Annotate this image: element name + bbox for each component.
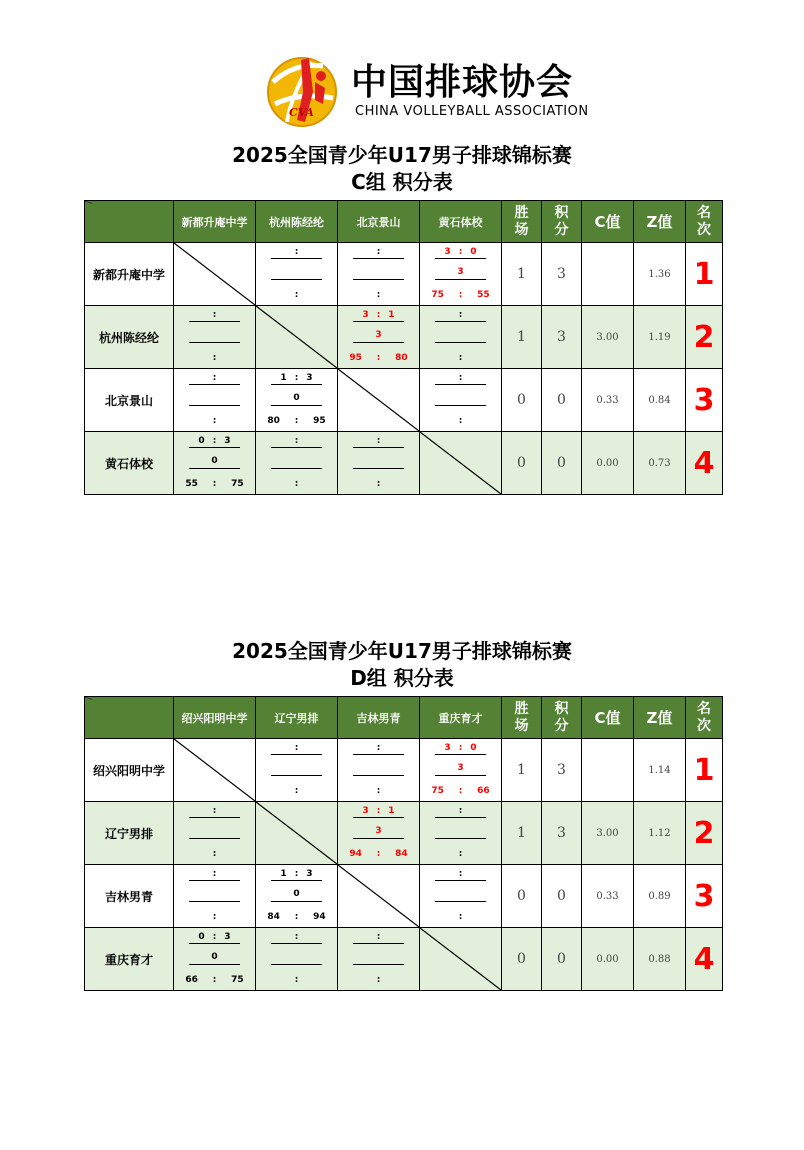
self-match-diagonal-cell	[420, 928, 502, 991]
c-value: 3.00	[582, 802, 634, 865]
team-name: 黄石体校	[85, 432, 174, 495]
score-separator: :	[376, 806, 381, 816]
match-points	[353, 951, 405, 965]
points-separator: :	[294, 416, 299, 426]
score-separator: :	[294, 869, 299, 879]
z-value: 0.73	[634, 432, 686, 495]
match-result-cell	[256, 369, 338, 432]
total-points-away: 75	[231, 479, 244, 489]
total-points	[174, 973, 255, 987]
column-header-c-value	[582, 201, 634, 243]
wins-value: 0	[502, 432, 542, 495]
match-result-cell	[420, 306, 502, 369]
match-result-cell	[174, 306, 256, 369]
total-points	[256, 784, 337, 798]
match-points: 3	[435, 762, 487, 776]
match-result-cell	[174, 432, 256, 495]
match-result-cell	[420, 802, 502, 865]
group-c-subtitle: C组 积分表	[351, 170, 453, 194]
rank-value: 1	[686, 739, 723, 802]
column-header-points-text: 积 分	[554, 700, 569, 734]
set-score-away: 3	[224, 436, 231, 446]
total-points	[420, 847, 501, 861]
score-separator: :	[458, 310, 463, 320]
rank-value: 1	[686, 243, 723, 306]
team-row	[85, 306, 723, 369]
match-result-cell	[338, 306, 420, 369]
points-separator: :	[212, 416, 217, 426]
total-points	[256, 910, 337, 924]
score-separator: :	[212, 373, 217, 383]
points-value: 3	[542, 802, 582, 865]
wins-value: 1	[502, 306, 542, 369]
score-separator: :	[458, 247, 463, 257]
total-points-away: 80	[395, 353, 408, 363]
column-header-z-value-text: Z值	[646, 709, 673, 727]
column-header-team: 辽宁男排	[256, 697, 338, 739]
total-points-home: 94	[349, 849, 362, 859]
set-score-away: 1	[388, 806, 395, 816]
header-row	[85, 201, 723, 243]
set-score	[271, 868, 323, 881]
set-score-away: 1	[388, 310, 395, 320]
set-score	[189, 435, 241, 448]
points-value: 3	[542, 243, 582, 306]
score-separator: :	[212, 932, 217, 942]
score-separator: :	[376, 932, 381, 942]
group-d-subtitle: D组 积分表	[350, 666, 454, 690]
points-separator: :	[458, 786, 463, 796]
set-score-home: 1	[280, 373, 287, 383]
points-separator: :	[458, 416, 463, 426]
set-score	[353, 931, 405, 944]
c-value	[582, 739, 634, 802]
score-separator: :	[294, 743, 299, 753]
set-score-home: 0	[198, 436, 205, 446]
column-header-wins-text: 胜 场	[514, 204, 529, 238]
set-score-away: 3	[306, 869, 313, 879]
z-value: 0.88	[634, 928, 686, 991]
score-separator: :	[376, 743, 381, 753]
match-points	[189, 825, 241, 839]
points-separator: :	[294, 912, 299, 922]
team-name: 杭州陈经纶	[85, 306, 174, 369]
total-points	[338, 477, 419, 491]
set-score	[435, 246, 487, 259]
column-header-c-value-text: C值	[594, 213, 621, 231]
points-separator: :	[294, 290, 299, 300]
corner-cell	[85, 201, 174, 243]
match-result-cell	[338, 802, 420, 865]
group-d-standings-table	[84, 696, 723, 991]
group-d-title: 2025全国青少年U17男子排球锦标赛	[232, 639, 572, 663]
total-points	[174, 414, 255, 428]
points-separator: :	[212, 849, 217, 859]
points-separator: :	[376, 975, 381, 985]
svg-text:CVA: CVA	[289, 106, 314, 119]
match-points: 3	[435, 266, 487, 280]
set-score	[435, 742, 487, 755]
total-points	[420, 910, 501, 924]
match-points	[435, 392, 487, 406]
score-separator: :	[376, 436, 381, 446]
match-points	[189, 329, 241, 343]
wins-value: 0	[502, 865, 542, 928]
total-points	[338, 288, 419, 302]
self-match-diagonal-cell	[338, 369, 420, 432]
team-name: 新都升庵中学	[85, 243, 174, 306]
column-header-rank-text: 名 次	[697, 204, 711, 238]
set-score	[271, 246, 323, 259]
column-header-rank-text: 名 次	[697, 700, 711, 734]
total-points-home: 80	[267, 416, 280, 426]
total-points	[338, 351, 419, 365]
column-header-team: 黄石体校	[420, 201, 502, 243]
total-points-away: 55	[477, 290, 490, 300]
total-points	[420, 414, 501, 428]
set-score	[189, 372, 241, 385]
total-points	[256, 288, 337, 302]
column-header-team: 杭州陈经纶	[256, 201, 338, 243]
total-points	[174, 477, 255, 491]
total-points-home: 84	[267, 912, 280, 922]
z-value: 1.14	[634, 739, 686, 802]
total-points-home: 75	[431, 786, 444, 796]
self-match-diagonal-cell	[174, 739, 256, 802]
points-value: 0	[542, 928, 582, 991]
team-name: 绍兴阳明中学	[85, 739, 174, 802]
rank-value: 4	[686, 432, 723, 495]
match-points	[189, 392, 241, 406]
rank-value: 2	[686, 306, 723, 369]
points-separator: :	[376, 479, 381, 489]
points-separator: :	[294, 479, 299, 489]
total-points	[174, 847, 255, 861]
column-header-wins	[502, 697, 542, 739]
column-header-z-value	[634, 201, 686, 243]
match-points: 0	[271, 888, 323, 902]
header-row	[85, 697, 723, 739]
total-points	[420, 784, 501, 798]
points-separator: :	[212, 353, 217, 363]
match-points: 0	[189, 951, 241, 965]
column-header-rank	[686, 697, 723, 739]
total-points	[420, 351, 501, 365]
match-points	[353, 266, 405, 280]
z-value: 1.19	[634, 306, 686, 369]
points-value: 3	[542, 306, 582, 369]
z-value: 0.84	[634, 369, 686, 432]
set-score	[189, 931, 241, 944]
set-score-home: 3	[362, 806, 369, 816]
rank-value: 3	[686, 865, 723, 928]
set-score	[189, 868, 241, 881]
set-score-home: 0	[198, 932, 205, 942]
total-points	[174, 351, 255, 365]
column-header-team: 绍兴阳明中学	[174, 697, 256, 739]
match-points	[353, 455, 405, 469]
set-score-home: 3	[444, 247, 451, 257]
set-score	[271, 742, 323, 755]
set-score-away: 0	[470, 247, 477, 257]
self-match-diagonal-cell	[338, 865, 420, 928]
group-c-title: 2025全国青少年U17男子排球锦标赛	[232, 143, 572, 167]
total-points-away: 94	[313, 912, 326, 922]
set-score-home: 3	[444, 743, 451, 753]
points-value: 0	[542, 432, 582, 495]
group-c-standings-table	[84, 200, 723, 495]
score-separator: :	[376, 247, 381, 257]
match-result-cell	[338, 928, 420, 991]
z-value: 0.89	[634, 865, 686, 928]
score-separator: :	[458, 373, 463, 383]
total-points-away: 84	[395, 849, 408, 859]
total-points	[420, 288, 501, 302]
match-result-cell	[420, 243, 502, 306]
set-score-away: 3	[306, 373, 313, 383]
column-header-points-text: 积 分	[554, 204, 569, 238]
match-result-cell	[256, 865, 338, 928]
set-score	[353, 742, 405, 755]
match-result-cell	[256, 739, 338, 802]
column-header-wins	[502, 201, 542, 243]
self-match-diagonal-cell	[420, 432, 502, 495]
match-points	[435, 888, 487, 902]
score-separator: :	[376, 310, 381, 320]
score-separator: :	[458, 869, 463, 879]
team-row	[85, 802, 723, 865]
team-row	[85, 865, 723, 928]
points-value: 0	[542, 369, 582, 432]
column-header-wins-text: 胜 场	[514, 700, 529, 734]
match-points	[271, 266, 323, 280]
set-score-away: 3	[224, 932, 231, 942]
set-score	[435, 868, 487, 881]
set-score	[271, 931, 323, 944]
match-points	[353, 762, 405, 776]
wins-value: 0	[502, 928, 542, 991]
c-value	[582, 243, 634, 306]
column-header-c-value	[582, 697, 634, 739]
match-result-cell	[420, 865, 502, 928]
team-row	[85, 739, 723, 802]
volleyball-logo-icon	[265, 52, 341, 132]
match-points	[435, 329, 487, 343]
total-points	[338, 847, 419, 861]
logo-english-name: CHINA VOLLEYBALL ASSOCIATION	[355, 104, 589, 119]
match-result-cell	[256, 243, 338, 306]
match-points: 3	[353, 825, 405, 839]
score-separator: :	[212, 436, 217, 446]
c-value: 0.33	[582, 369, 634, 432]
points-separator: :	[458, 290, 463, 300]
set-score	[189, 309, 241, 322]
score-separator: :	[458, 743, 463, 753]
score-separator: :	[294, 247, 299, 257]
team-row	[85, 432, 723, 495]
cva-logo	[265, 52, 589, 132]
total-points	[338, 973, 419, 987]
total-points	[174, 910, 255, 924]
match-result-cell	[420, 369, 502, 432]
match-result-cell	[420, 739, 502, 802]
column-header-points	[542, 201, 582, 243]
set-score-away: 0	[470, 743, 477, 753]
points-separator: :	[294, 786, 299, 796]
team-name: 吉林男青	[85, 865, 174, 928]
team-row	[85, 243, 723, 306]
rank-value: 2	[686, 802, 723, 865]
c-value: 0.33	[582, 865, 634, 928]
match-result-cell	[174, 865, 256, 928]
set-score	[353, 435, 405, 448]
match-points	[271, 951, 323, 965]
team-row	[85, 369, 723, 432]
total-points-home: 95	[349, 353, 362, 363]
points-separator: :	[458, 912, 463, 922]
points-separator: :	[294, 975, 299, 985]
c-value: 3.00	[582, 306, 634, 369]
total-points-away: 66	[477, 786, 490, 796]
total-points	[256, 477, 337, 491]
z-value: 1.36	[634, 243, 686, 306]
points-separator: :	[376, 353, 381, 363]
set-score	[271, 372, 323, 385]
points-value: 0	[542, 865, 582, 928]
column-header-points	[542, 697, 582, 739]
points-separator: :	[376, 290, 381, 300]
z-value: 1.12	[634, 802, 686, 865]
set-score	[353, 805, 405, 818]
match-result-cell	[256, 928, 338, 991]
match-points	[189, 888, 241, 902]
score-separator: :	[212, 869, 217, 879]
column-header-z-value-text: Z值	[646, 213, 673, 231]
match-result-cell	[338, 243, 420, 306]
wins-value: 1	[502, 243, 542, 306]
score-separator: :	[294, 436, 299, 446]
match-points: 3	[353, 329, 405, 343]
points-separator: :	[212, 975, 217, 985]
score-separator: :	[294, 373, 299, 383]
rank-value: 4	[686, 928, 723, 991]
score-separator: :	[212, 310, 217, 320]
column-header-team: 重庆育才	[420, 697, 502, 739]
match-result-cell	[174, 802, 256, 865]
c-value: 0.00	[582, 928, 634, 991]
column-header-z-value	[634, 697, 686, 739]
team-row	[85, 928, 723, 991]
self-match-diagonal-cell	[256, 306, 338, 369]
points-separator: :	[212, 479, 217, 489]
logo-chinese-name: 中国排球协会	[351, 61, 574, 103]
match-points	[271, 762, 323, 776]
team-name: 辽宁男排	[85, 802, 174, 865]
rank-value: 3	[686, 369, 723, 432]
total-points-away: 95	[313, 416, 326, 426]
score-separator: :	[212, 806, 217, 816]
set-score	[271, 435, 323, 448]
total-points-away: 75	[231, 975, 244, 985]
points-separator: :	[458, 849, 463, 859]
set-score	[353, 309, 405, 322]
total-points-home: 75	[431, 290, 444, 300]
score-separator: :	[294, 932, 299, 942]
points-separator: :	[376, 849, 381, 859]
match-points: 0	[189, 455, 241, 469]
set-score-home: 3	[362, 310, 369, 320]
match-result-cell	[338, 739, 420, 802]
team-name: 重庆育才	[85, 928, 174, 991]
match-result-cell	[338, 432, 420, 495]
column-header-c-value-text: C值	[594, 709, 621, 727]
column-header-team: 北京景山	[338, 201, 420, 243]
match-points: 0	[271, 392, 323, 406]
set-score-home: 1	[280, 869, 287, 879]
self-match-diagonal-cell	[174, 243, 256, 306]
self-match-diagonal-cell	[256, 802, 338, 865]
points-separator: :	[458, 353, 463, 363]
wins-value: 1	[502, 802, 542, 865]
total-points	[256, 973, 337, 987]
points-separator: :	[376, 786, 381, 796]
points-separator: :	[212, 912, 217, 922]
column-header-team: 吉林男青	[338, 697, 420, 739]
score-separator: :	[458, 806, 463, 816]
match-result-cell	[174, 369, 256, 432]
corner-cell	[85, 697, 174, 739]
team-name: 北京景山	[85, 369, 174, 432]
total-points-home: 66	[185, 975, 198, 985]
points-value: 3	[542, 739, 582, 802]
column-header-rank	[686, 201, 723, 243]
set-score	[435, 372, 487, 385]
set-score	[435, 309, 487, 322]
set-score	[189, 805, 241, 818]
wins-value: 0	[502, 369, 542, 432]
match-result-cell	[256, 432, 338, 495]
match-result-cell	[174, 928, 256, 991]
total-points	[256, 414, 337, 428]
wins-value: 1	[502, 739, 542, 802]
column-header-team: 新都升庵中学	[174, 201, 256, 243]
total-points-home: 55	[185, 479, 198, 489]
match-points	[271, 455, 323, 469]
total-points	[338, 784, 419, 798]
match-points	[435, 825, 487, 839]
set-score	[353, 246, 405, 259]
set-score	[435, 805, 487, 818]
c-value: 0.00	[582, 432, 634, 495]
